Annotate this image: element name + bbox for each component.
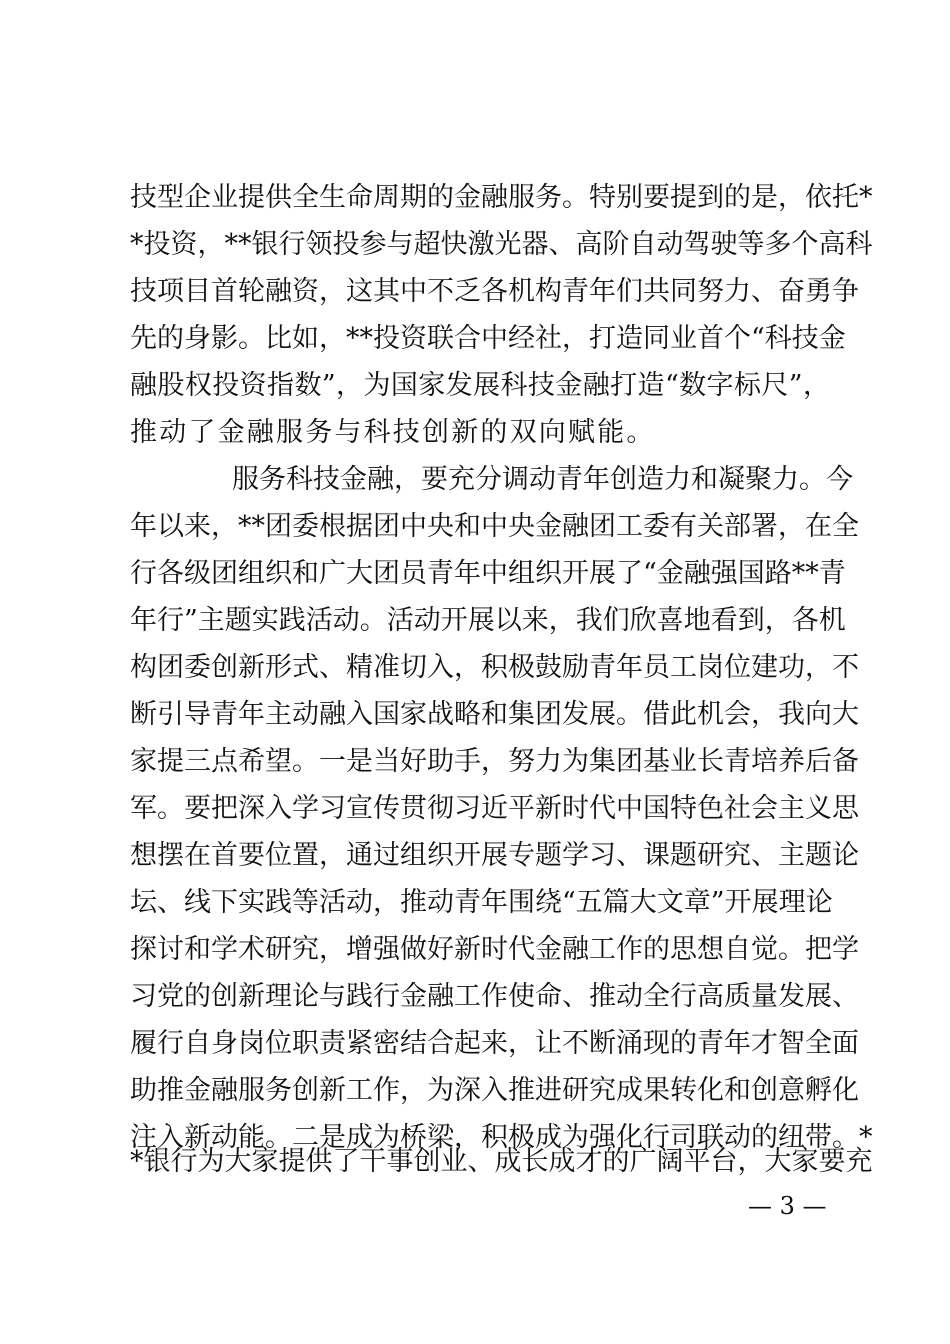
text-line: 断引导青年主动融入国家战略和集团发展。借此机会，我向大 [130,699,859,730]
text-line: 注入新动能。二是成为桥梁，积极成为强化行司联动的纽带。* [130,1122,873,1153]
text-line: 融股权投资指数”，为国家发展科技金融打造“数字标尺”， [130,370,830,401]
text-line: 推动了金融服务与科技创新的双向赋能。 [130,417,656,448]
text-line: 技型企业提供全生命周期的金融服务。特别要提到的是，依托* [130,182,873,213]
text-line: 构团委创新形式、精准切入，积极鼓励青年员工岗位建功，不 [130,652,859,683]
text-line: 先的身影。比如，**投资联合中经社，打造同业首个“科技金 [130,323,846,354]
page-number: — 3 — [748,1192,827,1220]
text-line: *银行为大家提供了干事创业、成长成才的广阔平台，大家要充 [130,1146,873,1177]
text-line: 行各级团组织和广大团员青年中组织开展了“金融强国路**青 [130,558,846,589]
text-line: 想摆在首要位置，通过组织开展专题学习、课题研究、主题论 [130,840,859,871]
text-line: 家提三点希望。一是当好助手，努力为集团基业长青培养后备 [130,746,859,777]
text-line: 习党的创新理论与践行金融工作使命、推动全行高质量发展、 [130,981,859,1012]
text-line: 坛、线下实践等活动，推动青年围绕“五篇大文章”开展理论 [130,887,833,918]
text-line: 年以来，**团委根据团中央和中央金融团工委有关部署，在全 [130,511,859,542]
text-line: 助推金融服务创新工作，为深入推进研究成果转化和创意孵化 [130,1075,859,1106]
text-line: 年行”主题实践活动。活动开展以来，我们欣喜地看到，各机 [130,605,846,636]
text-line: 服务科技金融，要充分调动青年创造力和凝聚力。今 [232,464,853,495]
text-line: 履行自身岗位职责紧密结合起来，让不断涌现的青年才智全面 [130,1028,859,1059]
text-line: 军。要把深入学习宣传贯彻习近平新时代中国特色社会主义思 [130,793,859,824]
text-line: 探讨和学术研究，增强做好新时代金融工作的思想自觉。把学 [130,934,859,965]
text-line: 技项目首轮融资，这其中不乏各机构青年们共同努力、奋勇争 [130,276,859,307]
text-line: *投资，**银行领投参与超快激光器、高阶自动驾驶等多个高科 [130,229,873,260]
